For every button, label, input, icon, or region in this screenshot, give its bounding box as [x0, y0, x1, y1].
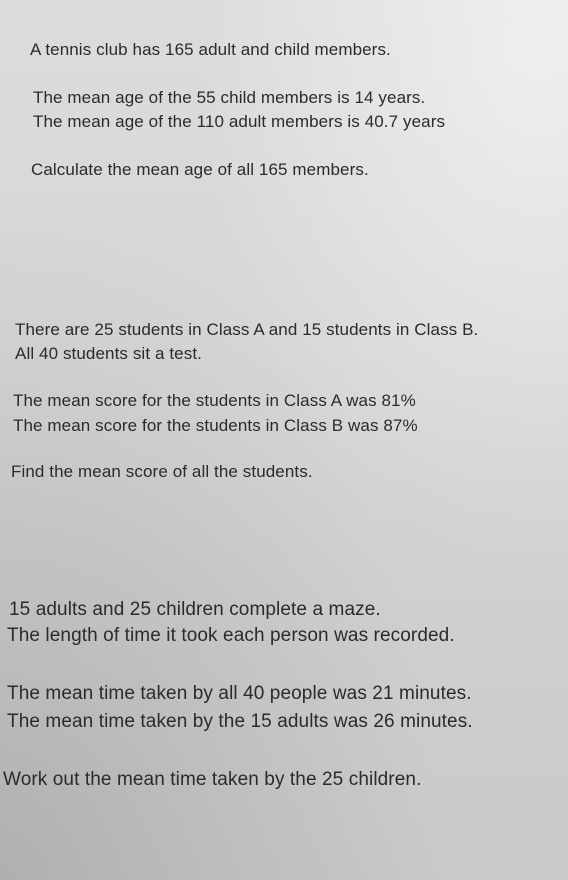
question-3-line-4: The mean time taken by the 15 adults was 26 minutes.	[7, 711, 473, 732]
question-2-line-4: The mean score for the students in Class B was 87%	[13, 416, 418, 435]
question-3-line-2: The length of time it took each person was recorded.	[7, 625, 455, 646]
question-3-line-1: 15 adults and 25 children complete a maze.	[9, 599, 381, 620]
question-3-line-3: The mean time taken by all 40 people was 21 minutes.	[7, 683, 472, 704]
question-1-line-3: The mean age of the 110 adult members is 40.7 years	[33, 112, 446, 131]
question-2-line-1: There are 25 students in Class A and 15 students in Class B.	[15, 320, 479, 339]
question-3-prompt: Work out the mean time taken by the 25 children.	[3, 769, 422, 790]
question-2-line-3: The mean score for the students in Class A was 81%	[13, 391, 416, 410]
question-2-line-2: All 40 students sit a test.	[15, 344, 202, 363]
question-1-line-1: A tennis club has 165 adult and child members.	[30, 40, 391, 59]
question-2-prompt: Find the mean score of all the students.	[11, 462, 313, 481]
question-1-prompt: Calculate the mean age of all 165 members.	[31, 160, 369, 179]
question-1-line-2: The mean age of the 55 child members is 14 years.	[33, 88, 426, 107]
